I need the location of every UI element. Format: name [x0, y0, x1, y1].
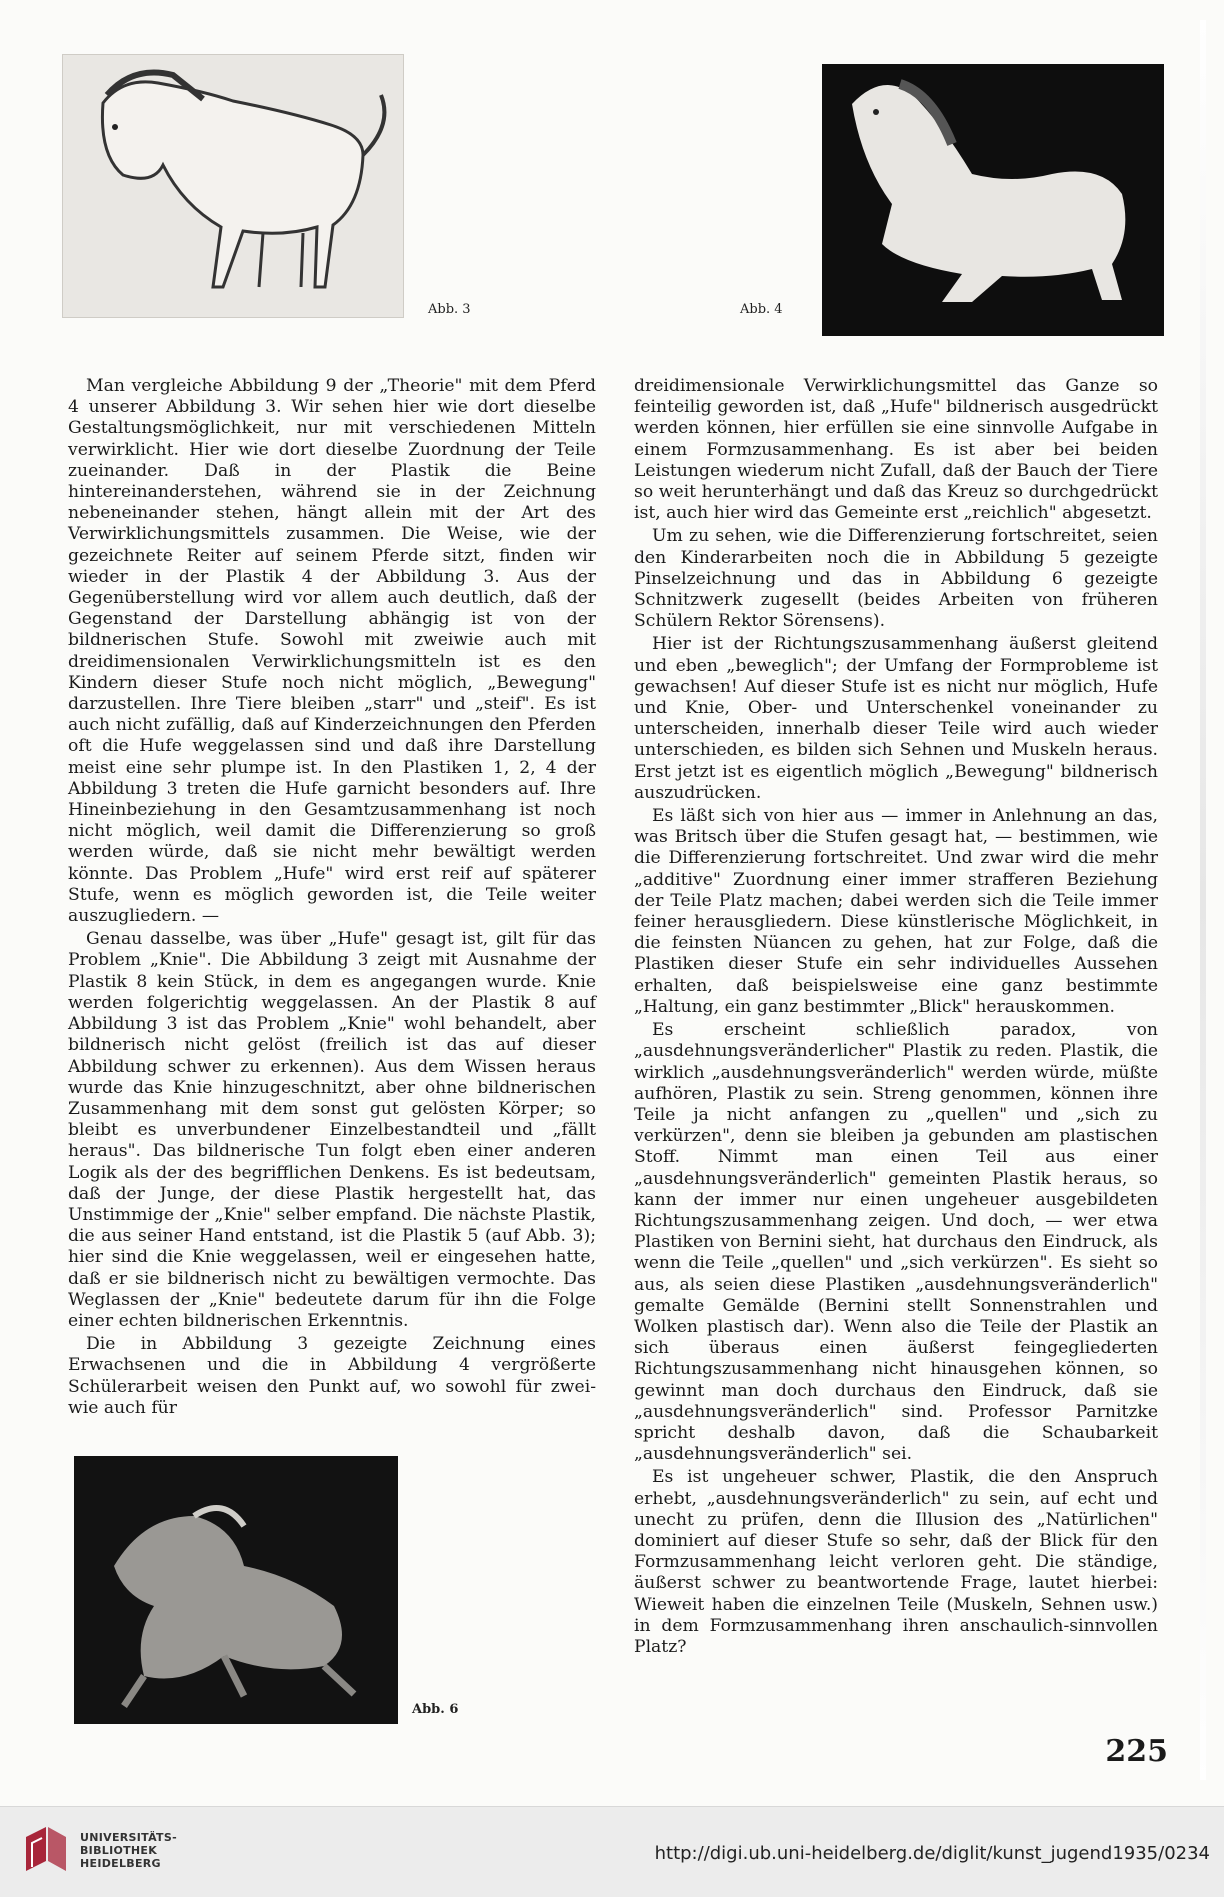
library-footer — [0, 1806, 1224, 1897]
library-name-line-2: BIBLIOTHEK — [80, 1844, 158, 1857]
right-paragraph-4: Es läßt sich von hier aus — immer in Anlehnung an das, was Britsch über die Stufen gesagt hat, — bestimmen, wie die Differenzierung fortschreitet. Und zwar wird die mehr „additive" Zuordnung einer immer strafferen Beziehung der Teile Platz machen; dabei werden sich die Teile immer feiner herausgliedern. Diese künstlerische Möglichkeit, in die feinsten Nüancen zu gehen, hat zur Folge, daß die Plastiken dieser Stufe ein sehr individuelles Aussehen erhalten, daß beispielsweise eine ganz bestimmte „Haltung, ein ganz bestimmter „Blick" herauskommen. — [634, 806, 1158, 1017]
permalink-url[interactable]: http://digi.ub.uni-heidelberg.de/diglit/kunst_jugend1935/0234 — [654, 1843, 1210, 1864]
horse-drawing-icon — [63, 55, 403, 317]
carved-horse-icon — [822, 64, 1164, 336]
library-name-line-3: HEIDELBERG — [80, 1857, 161, 1870]
right-paragraph-6: Es ist ungeheuer schwer, Plastik, die den Anspruch erhebt, „ausdehnungsveränderlich" zu sein, auf echt und unecht zu prüfen, denn die Illusion des „Natürlichen" dominiert auf dieser Stufe so sehr, daß der Blick für den Formzusammenhang leicht verloren geht. Die ständige, äußerst schwer zu beantwortende Frage, lautet hierbei: Wieweit haben die einzelnen Teile (Muskeln, Sehnen usw.) in dem Formzusammenhang ihren anschaulich-sinnvollen Platz? — [634, 1467, 1158, 1657]
figure-4-caption: Abb. 4 — [740, 302, 783, 317]
right-paragraph-5: Es erscheint schließlich paradox, von „ausdehnungsveränderlicher" Plastik zu reden. Plastik, die wirklich „ausdehnungsveränderlich" werden würde, müßte aufhören, Plastik zu sein. Streng genommen, können ihre Teile ja nicht anfangen zu „quellen" und „sich zu verkürzen", denn sie bleiben ja gebunden am plastischen Stoff. Nimmt man einen Teil aus einer „ausdehnungsveränderlich" gemeinten Plastik heraus, so kann der immer nur einen ungeheuer ausgebildeten Richtungszusammenhang zeigen. Und doch, — wer etwa Plastiken von Bernini sieht, hat durchaus den Eindruck, als wenn die Teile „quellen" und „sich verkürzen". Es sieht so aus, als seien diese Plastiken „ausdehnungsveränderlich" gemalte Gemälde (Bernini stellt Sonnenstrahlen und Wolken plastisch dar). Wenn also die Teile der Plastik an sich überaus einen äußerst feingegliederten Richtungszusammenhang nicht hinausgehen können, so gewinnt man doch durchaus den Eindruck, daß sie „ausdehnungsveränderlich" sind. Professor Parnitzke spricht deshalb davon, daß die Schaubarkeit „ausdehnungsveränderlich" sei. — [634, 1020, 1158, 1465]
left-text-column — [68, 376, 596, 1419]
figure-4-horse-photo — [822, 64, 1164, 336]
library-name[interactable] — [80, 1831, 177, 1870]
left-paragraph-2: Genau dasselbe, was über „Hufe" gesagt ist, gilt für das Problem „Knie". Die Abbildung 3 zeigt mit Ausnahme der Plastik 8 kein Stück, in dem es angegangen wurde. Knie werden folgerichtig weggelassen. An der Plastik 8 auf Abbildung 3 ist das Problem „Knie" wohl behandelt, aber bildnerisch nicht gelöst (freilich ist das auf dieser Abbildung schwer zu erkennen). Aus dem Wissen heraus wurde das Knie hinzugeschnitzt, aber ohne bildnerischen Zusammenhang mit dem sonst gut gelösten Körper; so bleibt es unverbundener Einzelbestandteil und „fällt heraus". Das bildnerische Tun folgt eben einer anderen Logik als der des begrifflichen Denkens. Es ist bedeutsam, daß der Junge, der diese Plastik hergestellt hat, das Unstimmige der „Knie" selber empfand. Die nächste Plastik, die aus seiner Hand entstand, ist die Plastik 5 (auf Abb. 3); hier sind die Knie weggelassen, weil er eingesehen hatte, daß er sie bildnerisch nicht zu bewältigen vermochte. Das Weglassen der „Knie" bedeutete darum für ihn die Folge einer echten bildnerischen Erkenntnis. — [68, 929, 596, 1331]
page-number: 225 — [1105, 1734, 1168, 1769]
left-paragraph-3: Die in Abbildung 3 gezeigte Zeichnung eines Erwachsenen und die in Abbildung 4 vergrößerte Schülerarbeit weisen den Punkt auf, wo sowohl für zwei- wie auch für — [68, 1334, 596, 1418]
carving-icon — [74, 1456, 398, 1724]
library-logo-icon[interactable] — [22, 1823, 70, 1875]
right-paragraph-1: dreidimensionale Verwirklichungsmittel das Ganze so feinteilig geworden ist, daß „Hufe" bildnerisch ausgedrückt werden können, hier erfüllen sie eine sinnvolle Aufgabe in einem Formzusammenhang. Es ist aber bei beiden Leistungen wiederum nicht Zufall, daß der Bauch der Tiere so weit herunterhängt und daß das Kreuz so durchgedrückt ist, auch hier wird das Gemeinte erst „reichlich" abgesetzt. — [634, 376, 1158, 524]
library-name-line-1: UNIVERSITÄTS- — [80, 1831, 177, 1844]
left-paragraph-1: Man vergleiche Abbildung 9 der „Theorie" mit dem Pferd 4 unserer Abbildung 3. Wir sehen hier wie dort dieselbe Gestaltungsmöglichkeit, nur mit verschiedenen Mitteln verwirklicht. Hier wie dort dieselbe Zuordnung der Teile zueinander. Daß in der Plastik die Beine hintereinanderstehen, während sie in der Zeichnung nebeneinander stehen, hängt allein mit der Art des Verwirklichungsmittels zusammen. Die Weise, wie der gezeichnete Reiter auf seinem Pferde sitzt, finden wir wieder in der Plastik 4 der Abbildung 3. Aus der Gegenüberstellung wird vor allem auch deutlich, daß der Gegenstand der Darstellung abhängig ist von der bildnerischen Stufe. Sowohl mit zweiwie auch mit dreidimensionalen Verwirklichungsmitteln ist es den Kindern dieser Stufe noch nicht möglich, „Bewegung" darzustellen. Ihre Tiere bleiben „starr" und „steif". Es ist auch nicht zufällig, daß auf Kinderzeichnungen den Pferden oft die Hufe weggelassen sind und daß ihre Darstellung meist eine sehr plumpe ist. In den Plastiken 1, 2, 4 der Abbildung 3 treten die Hufe garnicht besonders auf. Ihre Hineinbeziehung in den Gesamtzusammenhang ist noch nicht möglich, weil damit die Differenzierung so groß werden würde, daß sie nicht mehr bewältigt werden könnte. Das Problem „Hufe" wird erst reif auf späterer Stufe, wenn es möglich geworden ist, die Teile weiter auszugliedern. — — [68, 376, 596, 927]
right-paragraph-3: Hier ist der Richtungszusammenhang äußerst gleitend und eben „beweglich"; der Umfang der Formprobleme ist gewachsen! Auf dieser Stufe ist es nicht nur möglich, Hufe und Knie, Ober- und Unterschenkel voneinander zu unterscheiden, innerhalb dieser Teile wird auch wieder unterschieden, es bilden sich Sehnen und Muskeln heraus. Erst jetzt ist es eigentlich möglich „Bewegung" bildnerisch auszudrücken. — [634, 634, 1158, 803]
scan-edge — [1200, 20, 1206, 1780]
right-text-column — [634, 376, 1158, 1658]
figure-6-horse-photo — [74, 1456, 398, 1724]
figure-3-caption: Abb. 3 — [428, 302, 471, 317]
right-paragraph-2: Um zu sehen, wie die Differenzierung fortschreitet, seien den Kinderarbeiten noch die in Abbildung 5 gezeigte Pinselzeichnung und das in Abbildung 6 gezeigte Schnitzwerk zugesellt (beides Arbeiten von früheren Schülern Rektor Sörensens). — [634, 526, 1158, 632]
figure-3-horse-drawing — [62, 54, 404, 318]
figure-6-caption: Abb. 6 — [412, 1702, 459, 1717]
